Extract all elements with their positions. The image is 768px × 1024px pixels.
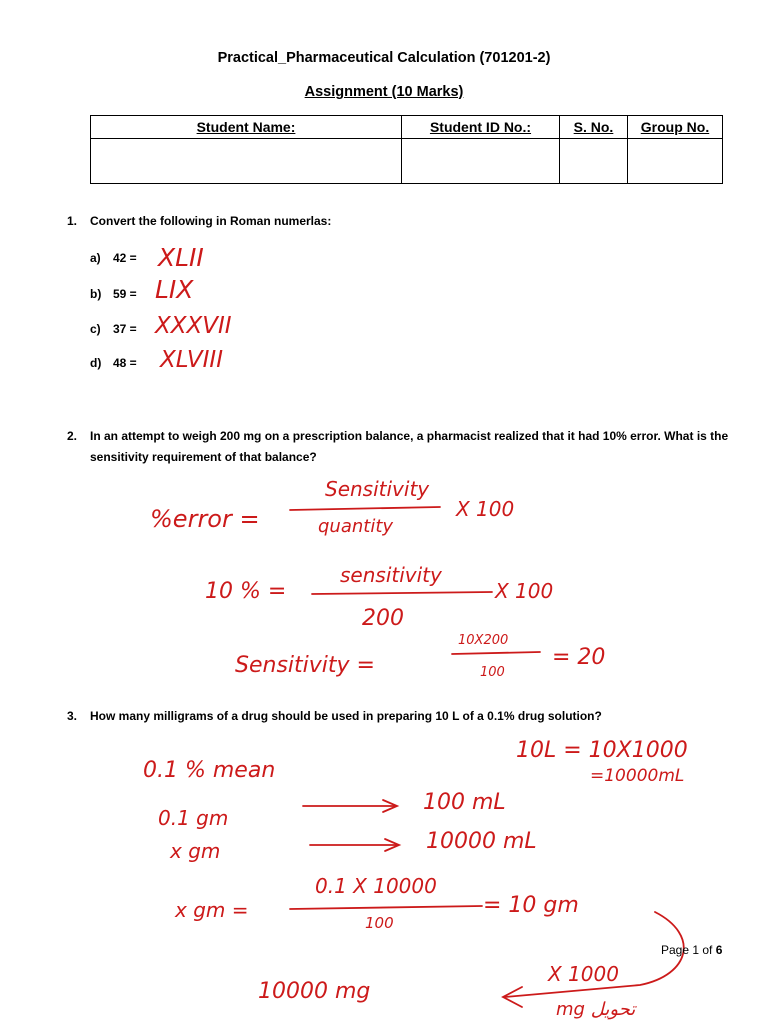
eq3-lhs: Sensitivity = — [235, 653, 375, 678]
multiply-label: X 1000 — [548, 962, 619, 986]
percent-meaning: 0.1 % mean — [143, 758, 276, 783]
eq3-numerator: 10X200 — [458, 633, 509, 648]
fraction-bar — [290, 906, 482, 909]
eq3-denominator: 100 — [480, 665, 505, 680]
document-title: Practical_Pharmaceutical Calculation (701201-2) — [217, 50, 551, 66]
col-serial-no: S. No. — [560, 116, 628, 139]
answer-c: XXXVII — [155, 313, 232, 339]
eq3-result: = 20 — [552, 645, 606, 670]
col-group-no: Group No. — [628, 116, 723, 139]
question-number: 1. — [67, 214, 78, 228]
final-answer: 10000 mg — [258, 979, 371, 1004]
question-text: Convert the following in Roman numerlas: — [90, 214, 332, 228]
ratio-row-2-right: 10000 mL — [426, 829, 537, 854]
eq2-lhs: 10 % = — [205, 579, 287, 604]
conversion-line-2: =10000mL — [590, 766, 685, 786]
eq2-denominator: 200 — [362, 606, 404, 631]
conversion-line-1: 10L = 10X1000 — [516, 738, 688, 763]
page-number: Page 1 of 6 — [661, 943, 723, 957]
sub-value: 37 = — [113, 322, 137, 336]
eq2-numerator: sensitivity — [340, 563, 442, 587]
question-text: How many milligrams of a drug should be used in preparing 10 L of a 0.1% drug solution? — [90, 709, 602, 723]
sub-label: c) — [90, 322, 101, 336]
calc-denominator: 100 — [365, 914, 394, 932]
col-student-name: Student Name: — [91, 116, 402, 139]
fraction-bar — [312, 592, 492, 594]
question-text: In an attempt to weigh 200 mg on a prescription balance, a pharmacist realized that it had 10% error. What is the sensitivity requirement of that balance? — [90, 429, 729, 464]
sub-value: 48 = — [113, 356, 137, 370]
eq1-denominator: quantity — [318, 516, 394, 537]
eq1-lhs: %error = — [150, 505, 260, 533]
fraction-bar — [290, 507, 440, 510]
fraction-bar — [452, 652, 540, 654]
col-student-id: Student ID No.: — [402, 116, 560, 139]
question-number: 3. — [67, 709, 78, 723]
answer-d: XLVIII — [160, 347, 223, 373]
calc-numerator: 0.1 X 10000 — [315, 874, 437, 898]
calc-lhs: x gm = — [175, 898, 249, 922]
ratio-row-2-left: x gm — [170, 839, 221, 863]
ratio-row-1-left: 0.1 gm — [158, 806, 229, 830]
sub-label: d) — [90, 356, 102, 370]
eq1-multiplier: X 100 — [456, 497, 515, 521]
assignment-subtitle: Assignment (10 Marks) — [304, 84, 464, 100]
sub-value: 42 = — [113, 251, 137, 265]
answer-b: LIX — [155, 275, 194, 304]
calc-result: = 10 gm — [483, 893, 579, 918]
sub-value: 59 = — [113, 287, 137, 301]
ratio-row-1-right: 100 mL — [423, 790, 506, 815]
sub-label: a) — [90, 251, 101, 265]
eq1-numerator: Sensitivity — [325, 477, 430, 501]
question-number: 2. — [67, 429, 78, 443]
sub-label: b) — [90, 287, 102, 301]
eq2-multiplier: X 100 — [495, 579, 554, 603]
unit-note: mg تحويل — [556, 999, 636, 1020]
answer-a: XLII — [158, 243, 204, 272]
